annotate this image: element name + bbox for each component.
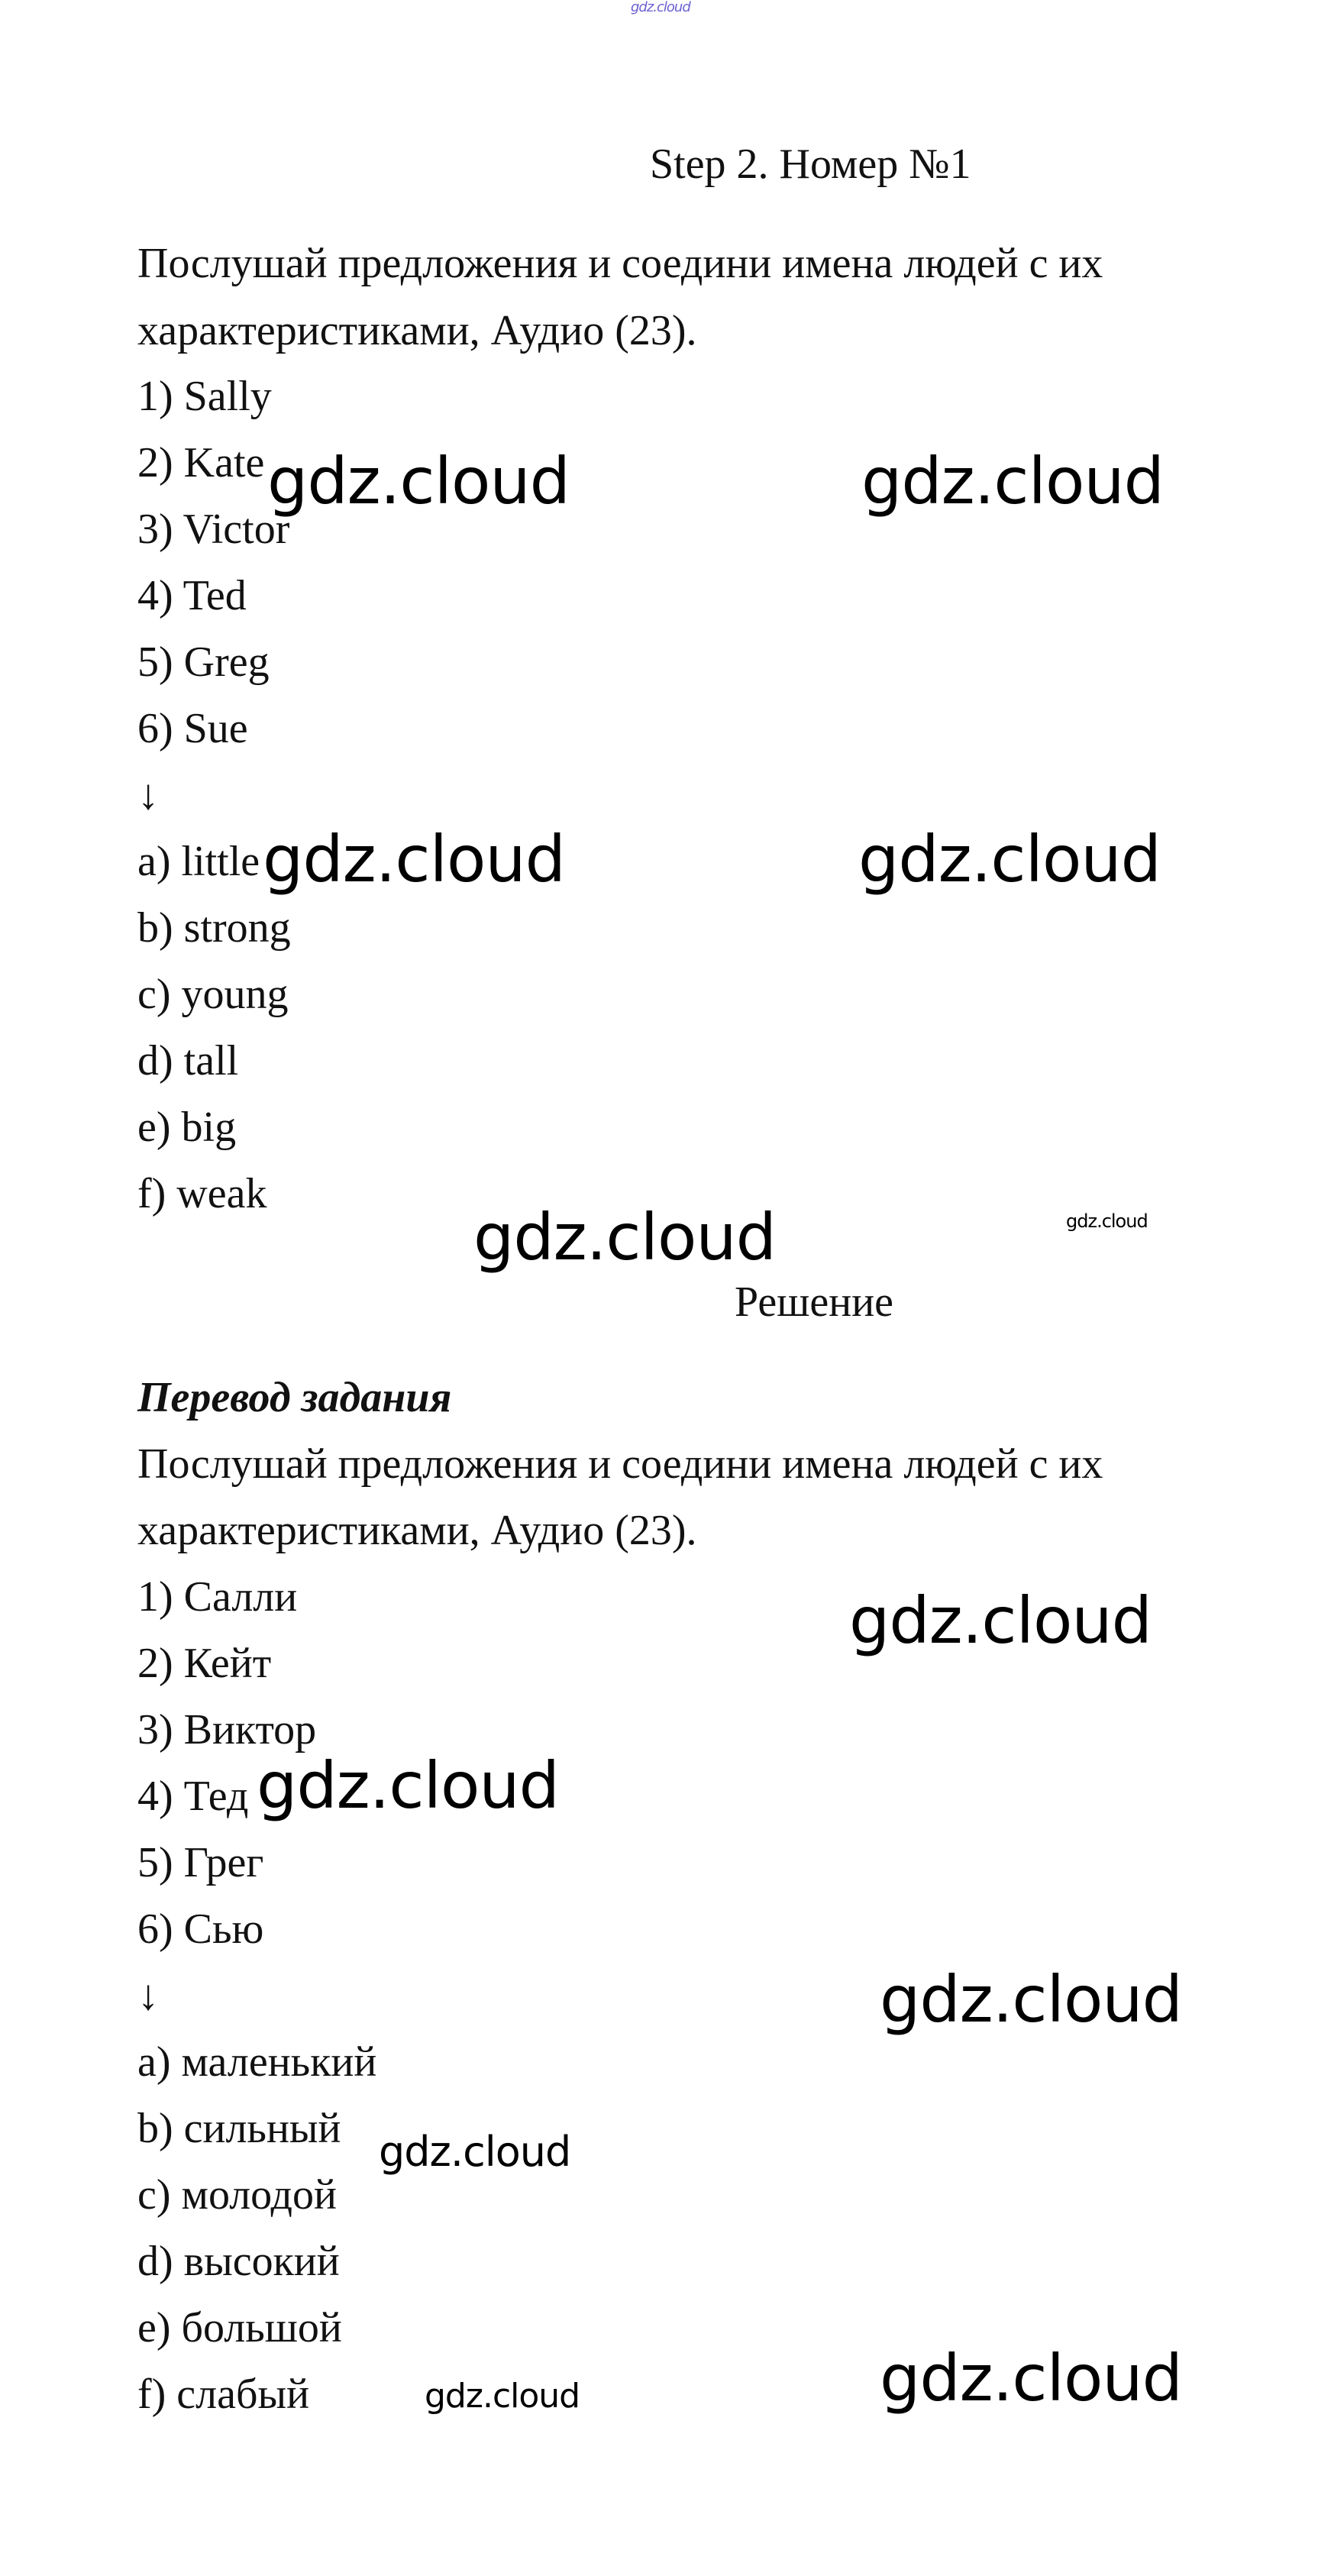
task-line-2: характеристиками, Аудио (23).: [137, 307, 697, 354]
name-item-4: 4) Ted: [137, 572, 247, 619]
translated-name-5: 5) Грег: [137, 1839, 264, 1886]
translated-name-2: 2) Кейт: [137, 1640, 272, 1687]
watermark: gdz.cloud: [267, 444, 570, 519]
translated-down-arrow: ↓: [137, 1972, 159, 2019]
translated-trait-c: c) молодой: [137, 2171, 337, 2219]
watermark: gdz.cloud: [880, 1962, 1182, 2037]
translation-line-2: характеристиками, Аудио (23).: [137, 1507, 697, 1554]
watermark: gdz.cloud: [880, 2341, 1182, 2416]
translated-name-1: 1) Салли: [137, 1573, 298, 1621]
translated-trait-f: f) слабый: [137, 2371, 310, 2418]
trait-item-f: f) weak: [137, 1170, 267, 1217]
watermark: gdz.cloud: [1066, 1210, 1148, 1232]
translated-trait-a: a) маленький: [137, 2038, 377, 2086]
watermark: gdz.cloud: [263, 822, 565, 897]
header-watermark: gdz.cloud: [631, 0, 690, 15]
trait-item-c: c) young: [137, 971, 289, 1018]
trait-item-e: e) big: [137, 1104, 237, 1151]
watermark: gdz.cloud: [858, 822, 1161, 897]
down-arrow: ↓: [137, 771, 159, 819]
translation-heading: Перевод задания: [137, 1374, 452, 1421]
trait-item-a: a) little: [137, 838, 260, 885]
page-title: Step 2. Номер №1: [650, 141, 971, 188]
translated-trait-b: b) сильный: [137, 2105, 341, 2152]
name-item-3: 3) Victor: [137, 506, 290, 553]
name-item-2: 2) Kate: [137, 439, 265, 486]
name-item-1: 1) Sally: [137, 373, 272, 420]
translation-line-1: Послушай предложения и соедини имена людей с их: [137, 1440, 1103, 1488]
watermark: gdz.cloud: [425, 2377, 580, 2416]
translated-name-3: 3) Виктор: [137, 1706, 317, 1753]
watermark: gdz.cloud: [849, 1583, 1152, 1658]
name-item-5: 5) Greg: [137, 638, 270, 686]
translated-trait-e: e) большой: [137, 2304, 342, 2351]
watermark: gdz.cloud: [379, 2128, 571, 2176]
solution-label: Решение: [735, 1278, 894, 1326]
translated-name-4: 4) Тед: [137, 1773, 249, 1820]
translated-name-6: 6) Сью: [137, 1905, 264, 1953]
trait-item-d: d) tall: [137, 1037, 239, 1084]
translated-trait-d: d) высокий: [137, 2238, 340, 2285]
watermark: gdz.cloud: [861, 444, 1164, 519]
trait-item-b: b) strong: [137, 904, 291, 952]
watermark: gdz.cloud: [473, 1200, 776, 1275]
watermark: gdz.cloud: [257, 1748, 559, 1823]
name-item-6: 6) Sue: [137, 705, 248, 752]
task-line-1: Послушай предложения и соедини имена людей с их: [137, 240, 1103, 287]
